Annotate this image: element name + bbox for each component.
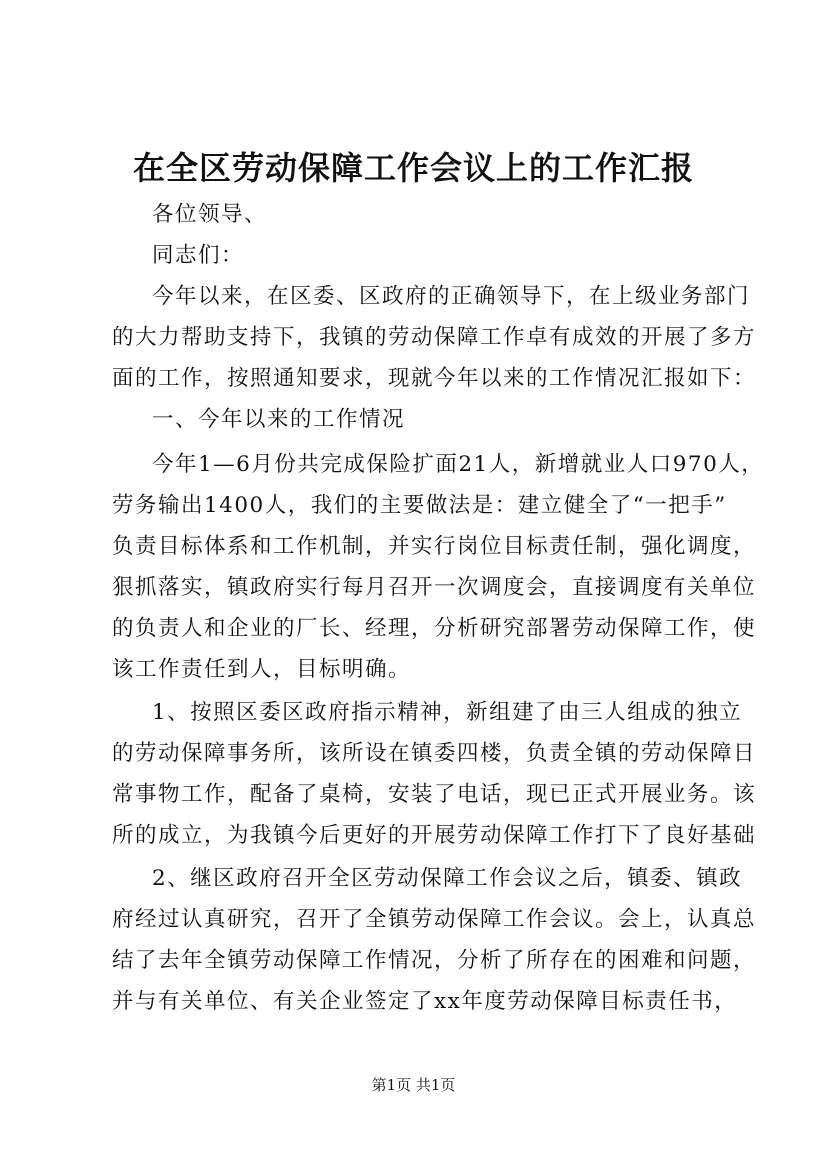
paragraph-line: 狠抓落实，镇政府实行每月召开一次调度会，直接调度有关单位 bbox=[112, 575, 757, 600]
paragraph-line: 的负责人和企业的厂长、经理，分析研究部署劳动保障工作，使 bbox=[112, 616, 757, 641]
document-title: 在全区劳动保障工作会议上的工作汇报 bbox=[132, 149, 694, 187]
paragraph-line: 面的工作，按照通知要求，现就今年以来的工作情况汇报如下： bbox=[112, 366, 757, 391]
paragraph-line: 今年以来，在区委、区政府的正确领导下，在上级业务部门 bbox=[152, 284, 751, 309]
paragraph-line: 负责目标体系和工作机制，并实行岗位目标责任制，强化调度， bbox=[112, 534, 757, 559]
salutation-line: 各位领导、 bbox=[152, 202, 268, 227]
paragraph-line: 结了去年全镇劳动保障工作情况，分析了所存在的困难和问题， bbox=[112, 948, 757, 973]
paragraph-line: 府经过认真研究，召开了全镇劳动保障工作会议。会上，认真总 bbox=[112, 907, 757, 932]
paragraph-line: 所的成立，为我镇今后更好的开展劳动保障工作打下了良好基础 bbox=[112, 823, 757, 848]
paragraph-line: 的大力帮助支持下，我镇的劳动保障工作卓有成效的开展了多方 bbox=[112, 325, 757, 350]
paragraph-line: 1、按照区委区政府指示精神，新组建了由三人组成的独立 bbox=[152, 700, 743, 725]
paragraph-line: 的劳动保障事务所，该所设在镇委四楼，负责全镇的劳动保障日 bbox=[112, 741, 757, 766]
page-number-footer: 第1页 共1页 bbox=[371, 1076, 456, 1094]
salutation-line: 同志们： bbox=[152, 243, 245, 268]
paragraph-line: 常事物工作，配备了桌椅，安装了电话，现已正式开展业务。该 bbox=[112, 782, 757, 807]
section-heading: 一、今年以来的工作情况 bbox=[152, 407, 406, 432]
paragraph-line: 劳务输出1400人，我们的主要做法是：建立健全了“一把手” bbox=[112, 493, 727, 518]
paragraph-line: 2、继区政府召开全区劳动保障工作会议之后，镇委、镇政 bbox=[152, 866, 743, 891]
paragraph-line: 该工作责任到人，目标明确。 bbox=[112, 657, 412, 682]
paragraph-line: 并与有关单位、有关企业签定了xx年度劳动保障目标责任书， bbox=[112, 989, 738, 1014]
paragraph-line: 今年1—6月份共完成保险扩面21人，新增就业人口970人， bbox=[152, 452, 765, 477]
